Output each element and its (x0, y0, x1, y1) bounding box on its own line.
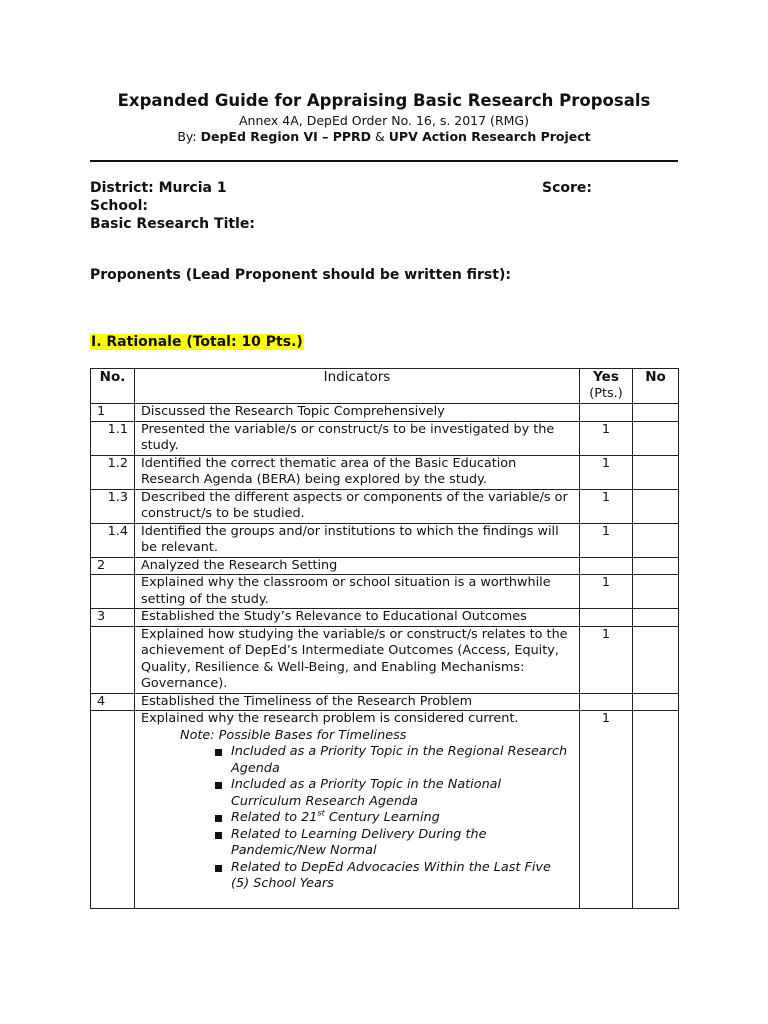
row-no-cell[interactable] (633, 557, 679, 575)
row-indicator: Established the Timeliness of the Research Problem (135, 693, 580, 711)
row-no-cell[interactable] (633, 489, 679, 523)
document-title: Expanded Guide for Appraising Basic Research Proposals (117, 91, 651, 110)
square-bullet-icon (215, 815, 222, 822)
square-bullet-icon (215, 865, 222, 872)
row-yes-cell[interactable]: 1 (580, 489, 633, 523)
school-label: School: (90, 198, 148, 214)
header-no-col: No (633, 369, 679, 404)
list-item (231, 777, 573, 810)
row-yes-cell[interactable]: 1 (580, 711, 633, 909)
district-label: District: Murcia 1 (90, 180, 227, 196)
row-no-cell[interactable] (633, 711, 679, 909)
table-row (91, 609, 679, 627)
table-row (91, 404, 679, 422)
row-indicator: Presented the variable/s or construct/s to be investigated by the study. (135, 421, 580, 455)
row-no-cell[interactable] (633, 693, 679, 711)
score-label: Score: (542, 180, 592, 196)
row-number (91, 626, 135, 693)
row-yes-cell[interactable]: 1 (580, 626, 633, 693)
square-bullet-icon (215, 782, 222, 789)
author-org-1: DepEd Region VI – PPRD (200, 129, 372, 144)
table-row (91, 421, 679, 455)
research-title-label: Basic Research Title: (90, 216, 255, 232)
row-no-cell[interactable] (633, 626, 679, 693)
list-item-text: Related to 21 (231, 810, 318, 825)
row-yes-cell[interactable]: 1 (580, 575, 633, 609)
table-row (91, 455, 679, 489)
square-bullet-icon (215, 749, 222, 756)
timeliness-bases-list (141, 744, 573, 893)
list-item-text: Related to DepEd Advocacies Within the Last Five (5) School Years (231, 859, 551, 891)
section-heading (90, 334, 304, 350)
list-item (231, 744, 573, 777)
list-item-superscript: st (317, 808, 325, 818)
row-indicator: Identified the correct thematic area of the Basic Education Research Agenda (BERA) being explored by the study. (135, 455, 580, 489)
list-item-text: Related to Learning Delivery During the Pandemic/New Normal (231, 826, 487, 858)
header-pts-label: (Pts.) (589, 385, 623, 401)
row-no-cell[interactable] (633, 609, 679, 627)
row-yes-cell[interactable] (580, 609, 633, 627)
list-item (231, 810, 573, 827)
table-row (91, 626, 679, 693)
row-yes-cell[interactable] (580, 404, 633, 422)
row-no-cell[interactable] (633, 404, 679, 422)
section-heading-text: I. Rationale (Total: 10 Pts.) (91, 334, 303, 350)
table-header-row (91, 369, 679, 404)
row-indicator: Established the Study’s Relevance to Educational Outcomes (135, 609, 580, 627)
list-item (231, 827, 573, 860)
row-indicator (135, 711, 580, 909)
header-yes-label: Yes (593, 369, 619, 385)
row-indicator: Analyzed the Research Setting (135, 557, 580, 575)
row-indicator: Explained why the classroom or school situation is a worthwhile setting of the study. (135, 575, 580, 609)
row-yes-cell[interactable]: 1 (580, 421, 633, 455)
row-no-cell[interactable] (633, 575, 679, 609)
table-row (91, 489, 679, 523)
list-item (231, 860, 573, 893)
row-number: 1 (91, 404, 135, 422)
row-number: 1.4 (91, 523, 135, 557)
row-no-cell[interactable] (633, 455, 679, 489)
row-number: 2 (91, 557, 135, 575)
row-yes-cell[interactable]: 1 (580, 455, 633, 489)
timeliness-note: Note: Possible Bases for Timeliness (180, 727, 407, 743)
row-number: 1.2 (91, 455, 135, 489)
header-yes (580, 369, 633, 404)
row-yes-cell[interactable] (580, 557, 633, 575)
table-row (91, 557, 679, 575)
author-org-2: UPV Action Research Project (388, 129, 591, 144)
row-number: 1.1 (91, 421, 135, 455)
list-item-text-tail: Century Learning (324, 810, 440, 825)
square-bullet-icon (215, 832, 222, 839)
table-row (91, 711, 679, 909)
appraisal-table (90, 368, 679, 909)
by-prefix: By: (177, 129, 197, 144)
authors-line (0, 129, 768, 144)
row-yes-cell[interactable] (580, 693, 633, 711)
header-no: No. (91, 369, 135, 404)
table-row (91, 523, 679, 557)
row-indicator: Identified the groups and/or institutions to which the findings will be relevant. (135, 523, 580, 557)
list-item-text: Included as a Priority Topic in the National Curriculum Research Agenda (231, 777, 502, 809)
row-number: 1.3 (91, 489, 135, 523)
list-item-text: Included as a Priority Topic in the Regional Research Agenda (231, 744, 568, 776)
row-indicator: Described the different aspects or components of the variable/s or construct/s to be studied. (135, 489, 580, 523)
row-number (91, 711, 135, 909)
row-no-cell[interactable] (633, 523, 679, 557)
row-indicator: Discussed the Research Topic Comprehensively (135, 404, 580, 422)
row-number: 4 (91, 693, 135, 711)
table-row (91, 693, 679, 711)
table-row (91, 575, 679, 609)
row-yes-cell[interactable]: 1 (580, 523, 633, 557)
row-number: 3 (91, 609, 135, 627)
header-divider (90, 160, 678, 162)
annex-reference: Annex 4A, DepEd Order No. 16, s. 2017 (RMG) (239, 113, 529, 128)
ampersand: & (375, 129, 385, 144)
row-number (91, 575, 135, 609)
proponents-label: Proponents (Lead Proponent should be written first): (90, 267, 511, 283)
header-indicators: Indicators (135, 369, 580, 404)
row-indicator-text: Explained why the research problem is considered current. (141, 711, 519, 726)
row-indicator: Explained how studying the variable/s or construct/s relates to the achievement of DepEd’s Intermediate Outcomes (Access, Equity, Quality, Resilience & Well-Being, and Enabling Mechanisms: Governance). (135, 626, 580, 693)
row-no-cell[interactable] (633, 421, 679, 455)
